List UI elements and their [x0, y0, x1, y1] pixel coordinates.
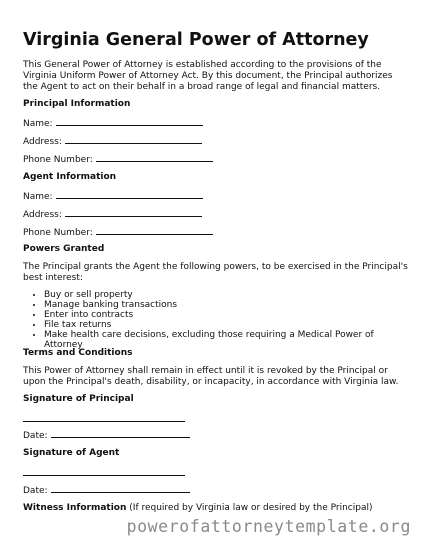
principal-name-line[interactable]: [56, 117, 203, 126]
principal-date-field[interactable]: [23, 429, 190, 442]
principal-name-label: Name:: [23, 119, 53, 129]
witness-info: [23, 503, 373, 513]
agent-signature-line[interactable]: [23, 475, 185, 476]
principal-address-field[interactable]: [23, 135, 202, 148]
agent-phone-line[interactable]: [96, 226, 213, 235]
power-item: • Buy or sell property: [44, 290, 408, 300]
power-item: • Manage banking transactions: [44, 300, 408, 310]
agent-name-line[interactable]: [56, 190, 203, 199]
power-item: • Enter into contracts: [44, 310, 408, 320]
principal-phone-label: Phone Number:: [23, 155, 93, 165]
principal-heading: Principal Information: [23, 99, 131, 109]
power-item: • Make health care decisions, excluding those requiring a Medical Power of Attorney: [44, 330, 408, 350]
powers-list: [23, 290, 408, 350]
agent-address-label: Address:: [23, 210, 62, 220]
powers-intro: The Principal grants the Agent the following powers, to be exercised in the Principal's best interest:: [23, 262, 408, 283]
agent-phone-label: Phone Number:: [23, 228, 93, 238]
witness-heading: Witness Information: [23, 503, 127, 513]
agent-heading: Agent Information: [23, 172, 117, 182]
principal-signature-line[interactable]: [23, 421, 185, 422]
agent-date-label: Date:: [23, 486, 48, 496]
powers-heading: Powers Granted: [23, 244, 105, 254]
principal-name-field[interactable]: [23, 117, 203, 130]
signature-agent-heading: Signature of Agent: [23, 448, 120, 458]
agent-address-line[interactable]: [65, 208, 202, 217]
principal-address-line[interactable]: [65, 135, 202, 144]
witness-note: (If required by Virginia law or desired by the Principal): [129, 503, 373, 513]
document-title: Virginia General Power of Attorney: [23, 30, 369, 50]
agent-date-line[interactable]: [51, 484, 190, 493]
principal-date-line[interactable]: [51, 429, 190, 438]
terms-text: This Power of Attorney shall remain in effect until it is revoked by the Principal or upon the Principal's death, disability, or incapacity, in accordance with Virginia law.: [23, 366, 399, 387]
watermark-text: powerofattorneytemplate.org: [126, 517, 411, 536]
agent-address-field[interactable]: [23, 208, 202, 221]
principal-phone-field[interactable]: [23, 153, 213, 166]
agent-name-label: Name:: [23, 192, 53, 202]
signature-principal-heading: Signature of Principal: [23, 394, 134, 404]
agent-name-field[interactable]: [23, 190, 203, 203]
agent-date-field[interactable]: [23, 484, 190, 497]
agent-phone-field[interactable]: [23, 226, 213, 239]
power-item: • File tax returns: [44, 320, 408, 330]
principal-address-label: Address:: [23, 137, 62, 147]
principal-date-label: Date:: [23, 431, 48, 441]
terms-heading: Terms and Conditions: [23, 348, 133, 358]
intro-paragraph: This General Power of Attorney is established according to the provisions of the Virginia Uniform Power of Attorney Act. By this document, the Principal authorizes the Agent to act on their behalf in a broad range of legal and financial matters.: [23, 60, 393, 92]
principal-phone-line[interactable]: [96, 153, 213, 162]
